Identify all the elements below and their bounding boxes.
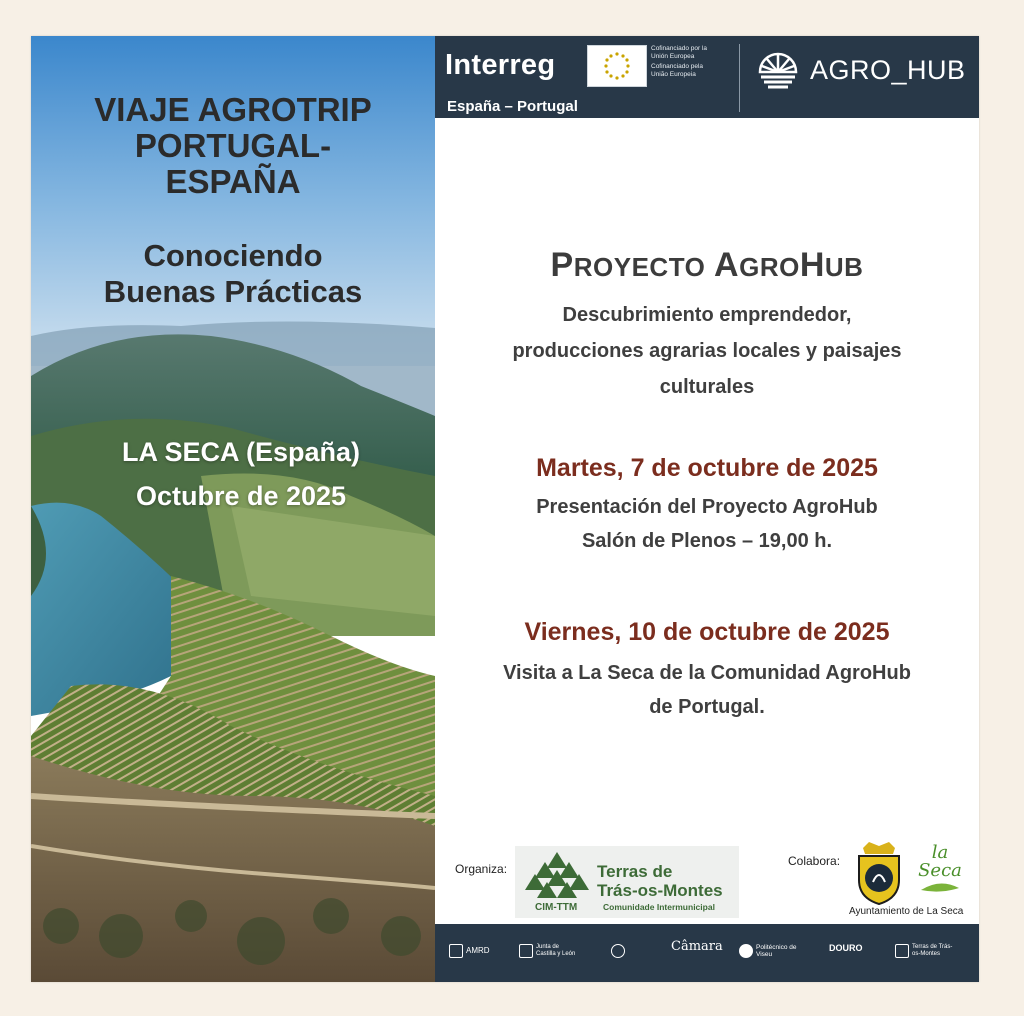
trip-title: [31, 92, 435, 200]
project-description-line: culturales: [659, 376, 755, 398]
event-2-line: de Portugal.: [649, 696, 765, 718]
cim-ttm-mountains-icon: [525, 850, 589, 900]
la-seca-logo-line: Seca: [918, 860, 962, 881]
cim-code: CIM-TTM: [535, 902, 578, 913]
project-title-part: P: [550, 246, 574, 284]
la-seca-coat-of-arms-icon: [853, 842, 905, 906]
interreg-logo-text: Interreg: [445, 49, 556, 81]
trip-location: [31, 430, 435, 518]
sponsor-douro-logo: DOURO: [829, 943, 863, 953]
sponsor-mark-icon: [449, 944, 463, 958]
trip-subtitle-line: Buenas Prácticas: [103, 274, 363, 309]
sponsor-mark-icon: [519, 944, 533, 958]
sponsor-camara-logo: Câmara: [671, 939, 723, 954]
cim-name: [597, 862, 723, 900]
trip-title-line: PORTUGAL-: [134, 127, 332, 164]
eu-text-pt: Cofinanciado pela União Europeia: [651, 63, 704, 78]
event-2-details: [455, 656, 959, 724]
sponsor-cim-ttm-logo: [895, 944, 960, 958]
la-seca-logo: [915, 844, 965, 898]
agrohub-logo-text: AGRO_HUB: [810, 55, 966, 85]
sponsor-mark-icon: [739, 944, 753, 958]
project-title-part: A: [714, 246, 740, 284]
trip-title-line: VIAJE AGROTRIP: [94, 91, 372, 128]
colabora-label: Colabora:: [788, 854, 841, 868]
agrohub-sun-icon: [757, 50, 799, 92]
cim-name-line: Terras de: [597, 862, 673, 881]
organiza-label: Organiza:: [455, 862, 508, 876]
landscape-photo-panel: [31, 36, 435, 982]
event-1-details: [455, 490, 959, 558]
trip-subtitle: [31, 238, 435, 310]
sponsor-header: [435, 36, 979, 118]
event-1-line: Presentación del Proyecto AgroHub: [536, 496, 878, 518]
project-description: [475, 297, 939, 405]
cim-subtitle: Comunidade Intermunicipal: [603, 902, 715, 912]
sponsor-amrd-logo: [449, 944, 490, 958]
project-description-line: Descubrimiento emprendedor,: [562, 304, 852, 326]
ayuntamiento-caption: Ayuntamiento de La Seca: [849, 906, 964, 917]
sponsor-politecnico-logo: [739, 944, 798, 958]
eu-text-es: Cofinanciado por la Unión Europea: [651, 45, 708, 60]
header-divider: [739, 44, 740, 112]
trip-title-line: ESPAÑA: [165, 163, 301, 200]
eu-cofinancing-text: [651, 45, 721, 79]
sponsor-name: Junta de Castilla y León: [536, 944, 576, 957]
sponsor-name: Terras de Trás-os-Montes: [912, 944, 953, 957]
sponsor-crest-logo: [611, 944, 628, 958]
sponsor-name: AMRD: [466, 946, 490, 956]
project-title: [435, 246, 979, 285]
project-title-part: GRO: [739, 252, 800, 282]
project-title-part: ROYECTO: [573, 252, 706, 282]
cim-name-line: Trás-os-Montes: [597, 881, 723, 900]
cim-ttm-logo: [515, 846, 739, 918]
sponsor-mark-icon: [895, 944, 909, 958]
event-2-date: Viernes, 10 de octubre de 2025: [524, 618, 890, 646]
sponsor-name: Politécnico de Viseu: [756, 944, 797, 958]
la-seca-logo-line: la: [931, 842, 949, 863]
event-2-line: Visita a La Seca de la Comunidad AgroHub: [503, 662, 911, 684]
location-text: LA SECA (España): [121, 437, 361, 467]
project-title-part: UB: [824, 252, 864, 282]
project-description-line: producciones agrarias locales y paisajes: [512, 340, 902, 362]
program-region: España – Portugal: [447, 98, 578, 115]
la-seca-leaf-icon: [915, 880, 965, 894]
eu-flag-icon: [587, 45, 647, 87]
sponsor-crest-icon: [611, 944, 625, 958]
sponsor-footer: [435, 924, 979, 982]
event-1-date: Martes, 7 de octubre de 2025: [536, 454, 878, 482]
event-poster: [31, 36, 979, 982]
event-1-line: Salón de Plenos – 19,00 h.: [581, 530, 833, 552]
project-title-part: H: [799, 246, 825, 284]
location-date: Octubre de 2025: [135, 481, 347, 511]
sponsor-jcyl-logo: [519, 944, 580, 958]
trip-subtitle-line: Conociendo: [143, 238, 323, 273]
